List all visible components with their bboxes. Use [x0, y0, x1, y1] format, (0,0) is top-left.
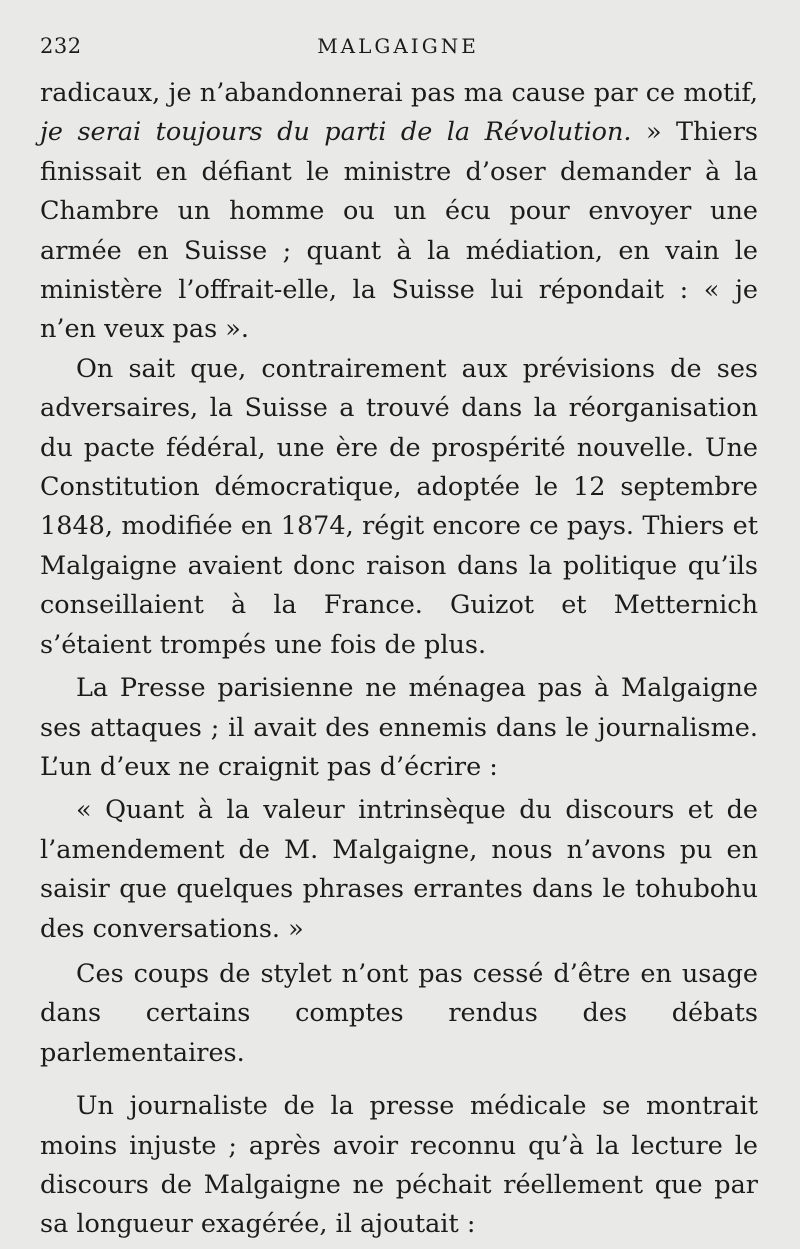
paragraph-continuation — [40, 74, 758, 350]
paragraph-text: radicaux, je n’abandonnerai pas ma cause par ce motif, — [40, 78, 758, 108]
paragraph-text: » Thiers finissait en défiant le ministre d’oser demander à la Chambre un homme ou un écu pour envoyer une armée en Suisse ; quant à la médiation, en vain le ministère l’offrait-elle, la Suisse lui répondait : « je n’en veux pas ». — [40, 117, 758, 345]
paragraph: La Presse parisienne ne ménagea pas à Malgaigne ses attaques ; il avait des ennemis dans le journalisme. L’un d’eux ne craignit pas d’écrire : — [40, 673, 758, 782]
page-body — [40, 74, 758, 1245]
paragraph: On sait que, contrairement aux prévisions de ses adversaires, la Suisse a trouvé dans la réorganisation du pacte fédéral, une ère de prospérité nouvelle. Une Constitution démocratique, adoptée le 12 septembre 1848, modifiée en 1874, régit encore ce pays. Thiers et Malgaigne avaient donc raison dans la politique qu’ils conseillaient à la France. Guizot et Metternich s’étaient trompés une fois de plus. — [40, 353, 758, 660]
paragraph: Ces coups de stylet n’ont pas cessé d’être en usage dans certains comptes rendus des débats parlementaires. — [40, 958, 758, 1068]
running-title: MALGAIGNE — [317, 34, 479, 58]
paragraph: Un journaliste de la presse médicale se montrait moins injuste ; après avoir reconnu qu’à la lecture le discours de Malgaigne ne péchait réellement que par sa longueur exagérée, il ajoutait : — [40, 1091, 758, 1240]
page-header — [40, 34, 756, 62]
italic-quote: je serai toujours du parti de la Révolution. — [40, 117, 632, 148]
quoted-paragraph: « Quant à la valeur intrinsèque du discours et de l’amendement de M. Malgaigne, nous n’avons pu en saisir que quelques phrases errantes dans le tohubohu des conversations. » — [40, 795, 758, 944]
page-number: 232 — [40, 34, 82, 58]
